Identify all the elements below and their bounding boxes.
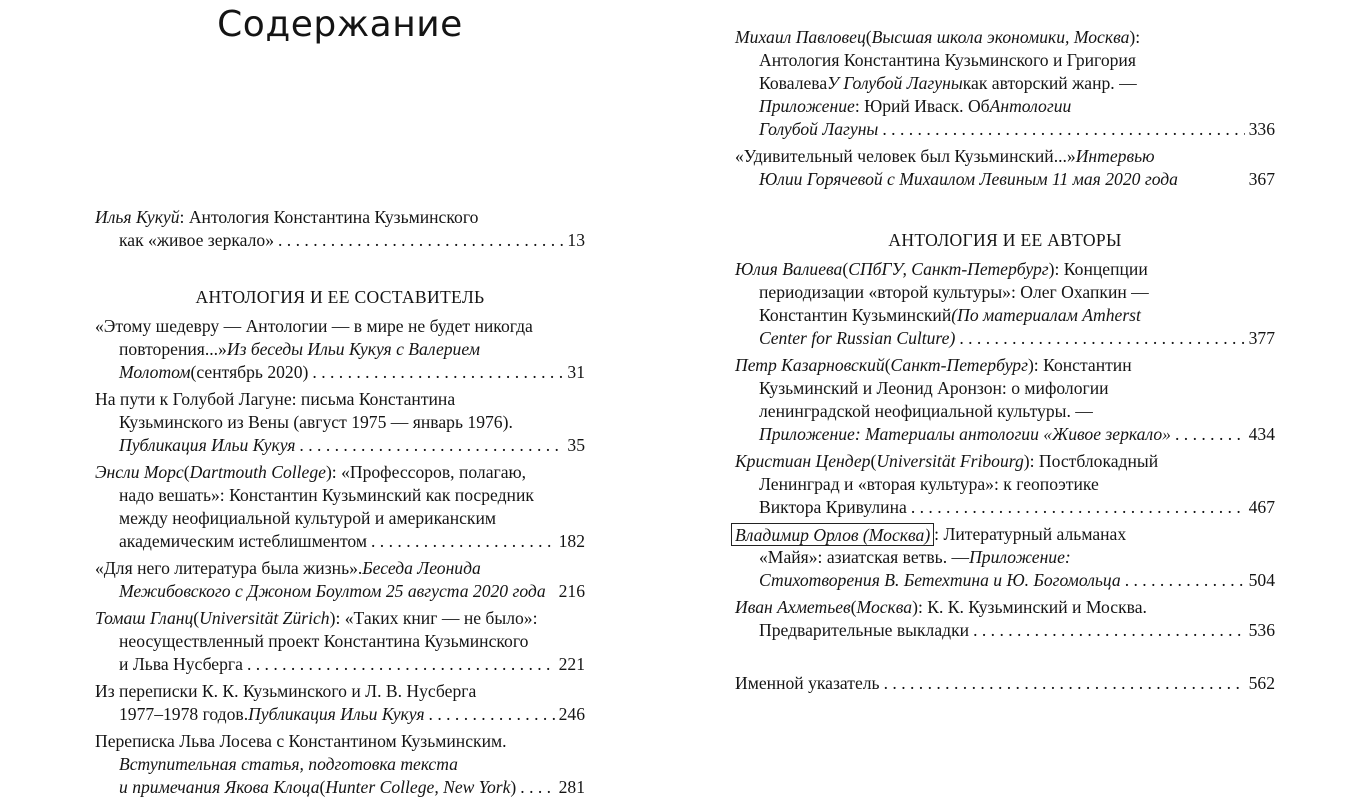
toc-entry[interactable]: Кристиан Цендер ( Universität Fribourg ): Постблокадный Ленинград и «вторая культура»: к геопоэтике Виктора Кривулина . . . 467 — [735, 450, 1275, 519]
toc-entry[interactable]: Энсли Морс ( Dartmouth College ): «Профессоров, полагаю, надо вешать»: Константин Кузьминский как посредник между неофициальной культурой и американским академическим истеблишментом . . . 182 — [95, 461, 585, 553]
toc-entry[interactable]: На пути к Голубой Лагуне: письма Константина Кузьминского из Вены (август 1975 — январь 1976). Публикация Ильи Кукуя . . . 35 — [95, 388, 585, 457]
toc-right-column — [735, 26, 1275, 699]
page-number: 377 — [1248, 328, 1275, 348]
toc-entry[interactable]: Переписка Льва Лосева с Константином Кузьминским. Вступительная статья, подготовка текста и примечания Якова Клоца ( Hunter College, New York ) . . . 281 — [95, 730, 585, 799]
leader-dots — [371, 530, 555, 553]
toc-entry[interactable]: «Этому шедевру — Антологии — в мире не будет никогда повторения...» Из беседы Ильи Кукуя с Валерием Молотом (сентябрь 2020) . . . 31 — [95, 315, 585, 384]
page-number: 336 — [1248, 119, 1275, 139]
toc-left-column — [95, 206, 585, 803]
toc-entry-index[interactable]: Именной указатель . . . 562 — [735, 672, 1275, 695]
page-number: 216 — [558, 581, 585, 601]
leader-dots — [312, 361, 563, 384]
page-number: 467 — [1248, 497, 1275, 517]
section-heading: АНТОЛОГИЯ И ЕЕ СОСТАВИТЕЛЬ — [195, 287, 485, 307]
toc-entry[interactable]: «Удивительный человек был Кузьминский...» Интервью Юлии Горячевой с Михаилом Левиным 11 мая 2020 года 367 — [735, 146, 1275, 189]
toc-entry[interactable]: Из переписки К. К. Кузьминского и Л. В. Нусберга 1977–1978 годов. Публикация Ильи Кукуя . . . 246 — [95, 680, 585, 726]
page-number: 536 — [1248, 620, 1275, 640]
leader-dots — [884, 672, 1245, 695]
leader-dots — [299, 434, 563, 457]
leader-dots — [247, 653, 555, 676]
toc-entry[interactable]: Владимир Орлов (Москва) : Литературный альманах «Майя»: азиатская ветвь. — Приложение: Стихотворения В. Бетехтина и Ю. Богомольца . . . 504 — [735, 523, 1275, 592]
leader-dots — [882, 118, 1244, 141]
page-number: 246 — [558, 704, 585, 724]
leader-dots — [1125, 569, 1245, 592]
page-number: 367 — [1248, 169, 1275, 189]
leader-dots — [520, 776, 554, 799]
leader-dots — [911, 496, 1245, 519]
page-number: 434 — [1248, 424, 1275, 444]
toc-entry[interactable]: Петр Казарновский ( Санкт-Петербург ): Константин Кузьминский и Леонид Аронзон: о мифологии ленинградской неофициальной культуры. — Приложение: Материалы антологии «Живое зеркало» . . . 434 — [735, 354, 1275, 446]
leader-dots — [959, 327, 1244, 350]
section-heading: АНТОЛОГИЯ И ЕЕ АВТОРЫ — [888, 230, 1122, 250]
toc-entry[interactable]: Томаш Гланц ( Universität Zürich ): «Таких книг — не было»: неосуществленный проект Константина Кузьминского и Льва Нусберга . . . 221 — [95, 607, 585, 676]
page-number: 13 — [567, 230, 585, 250]
toc-entry-intro[interactable]: Илья Кукуй : Антология Константина Кузьминского как «живое зеркало» . . . 13 — [95, 206, 585, 252]
page-number: 182 — [558, 531, 585, 551]
leader-dots — [278, 229, 563, 252]
toc-entry[interactable]: Михаил Павловец ( Высшая школа экономики, Москва ): Антология Константина Кузьминского и Григория Ковалева У Голубой Лагуны как авторский жанр. — Приложение : Юрий Иваск. Об Антологии Голубой Лагуны . . . 336 — [735, 26, 1275, 141]
page-number: 221 — [558, 654, 585, 674]
page-number: 35 — [567, 435, 585, 455]
highlighted-author-box[interactable]: Владимир Орлов (Москва) — [731, 523, 934, 546]
page-number: 504 — [1248, 570, 1275, 590]
page-number: 562 — [1248, 673, 1275, 693]
toc-entry[interactable]: Иван Ахметьев ( Москва ): К. К. Кузьминский и Москва. Предварительные выкладки . . . 536 — [735, 596, 1275, 642]
author-name: Илья Кукуй — [95, 207, 180, 227]
page-number: 31 — [567, 362, 585, 382]
leader-dots — [973, 619, 1245, 642]
page-title: Содержание — [217, 4, 463, 45]
leader-dots — [429, 703, 555, 726]
leader-dots — [1175, 423, 1245, 446]
toc-entry[interactable]: Юлия Валиева ( СПбГУ, Санкт-Петербург ): Концепции периодизации «второй культуры»: Олег Охапкин — Константин Кузьминский (По материалам Amherst Center for Russian Culture ) . . . 377 — [735, 258, 1275, 350]
toc-entry[interactable]: «Для него литература была жизнь». Беседа Леонида Межибовского с Джоном Боултом 25 августа 2020 года 216 — [95, 558, 585, 601]
page-number: 281 — [558, 777, 585, 797]
